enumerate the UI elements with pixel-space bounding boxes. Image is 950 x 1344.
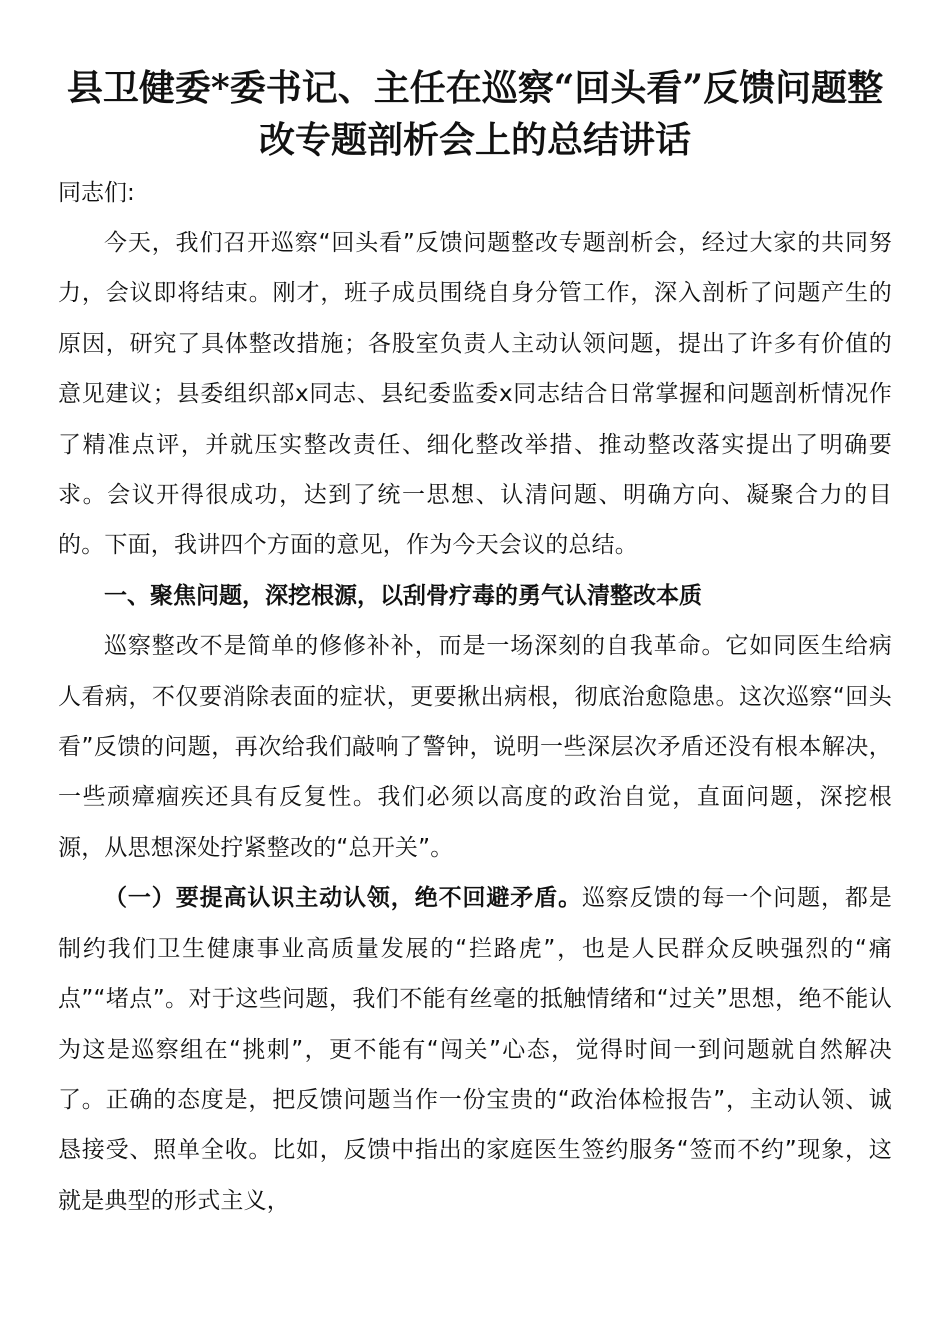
subsection-body-1: 巡察反馈的每一个问题，都是制约我们卫生健康事业高质量发展的“拦路虎”，也是人民群众反映强烈的“痛点”“堵点”。对于这些问题，我们不能有丝毫的抵触情绪和“过关”思想，绝不能认为这是巡察组在“挑刺”，更不能有“闯关”心态，觉得时间一到问题就自然解决了。正确的态度是，把反馈问题当作一份宝贵的“政治体检报告”，主动认领、诚恳接受、照单全收。比如，反馈中指出的家庭医生签约服务“签而不约”现象，这就是典型的形式主义， [58,885,892,1214]
paragraph-subsection-1 [58,873,892,1226]
paragraph-intro: 今天，我们召开巡察“回头看”反馈问题整改专题剖析会，经过大家的共同努力，会议即将结束。刚才，班子成员围绕自身分管工作，深入剖析了问题产生的原因，研究了具体整改措施；各股室负责人主动认领问题，提出了许多有价值的意见建议；县委组织部x同志、县纪委监委x同志结合日常掌握和问题剖析情况作了精准点评，并就压实整改责任、细化整改举措、推动整改落实提出了明确要求。会议开得很成功，达到了统一思想、认清问题、明确方向、凝聚合力的目的。下面，我讲四个方面的意见，作为今天会议的总结。 [58,230,892,559]
subsection-heading-1: （一）要提高认识主动认领，绝不回避矛盾。 [104,885,582,912]
section-heading-1: 一、聚焦问题，深挖根源，以刮骨疗毒的勇气认清整改本质 [104,582,702,609]
document-title: 县卫健委*委书记、主任在巡察“回头看”反馈问题整改专题剖析会上的总结讲话 [66,67,884,161]
document-page [58,62,892,1226]
salutation: 同志们: [58,180,135,206]
paragraph-section-1: 巡察整改不是简单的修修补补，而是一场深刻的自我革命。它如同医生给病人看病，不仅要消除表面的症状，更要揪出病根，彻底治愈隐患。这次巡察“回头看”反馈的问题，再次给我们敲响了警钟，说明一些深层次矛盾还没有根本解决，一些顽瘴痼疾还具有反复性。我们必须以高度的政治自觉，直面问题，深挖根源，从思想深处拧紧整改的“总开关”。 [58,633,892,861]
